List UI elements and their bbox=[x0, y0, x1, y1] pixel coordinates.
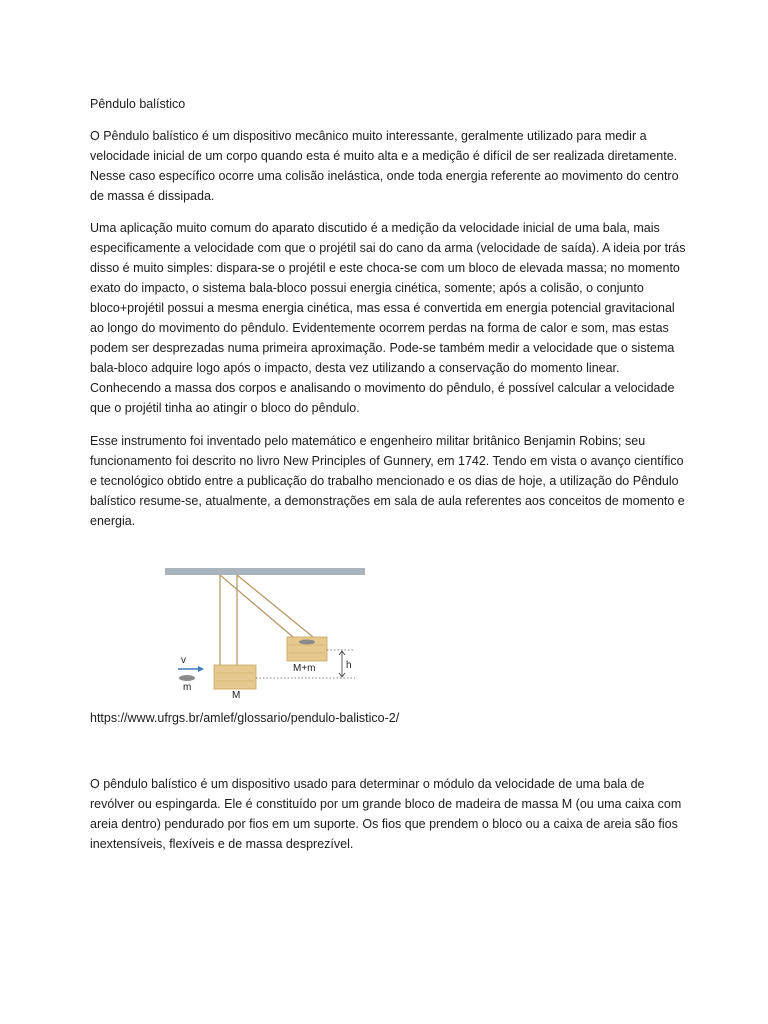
label-M-plus-m: M+m bbox=[293, 663, 316, 674]
paragraph-history: Esse instrumento foi inventado pelo matemático e engenheiro militar britânico Benjamin Robins; seu funcionamento foi descrito no livro New Principles of Gunnery, em 1742. Tendo em vista o avanço científico e tecnológico obtido entre a publicação do trabalho mencionado e os dias de hoje, a utilização do Pêndulo balístico resume-se, atualmente, a demonstrações em sala de aula referentes aos conceitos de momento e energia. bbox=[90, 434, 685, 528]
paragraph-application: Uma aplicação muito comum do aparato discutido é a medição da velocidade inicial de uma bala, mais especificamente a velocidade com que o projétil sai do cano da arma (velocidade de saída). A ideia por trás disso é muito simples: dispara-se o projétil e este choca-se com um bloco de elevada massa; no momento exato do impacto, o sistema bala-bloco possui energia cinética, somente; após a colisão, o conjunto bloco+projétil possui a mesma energia cinética, mas essa é convertida em energia potencial gravitacional ao longo do movimento do pêndulo. Evidentemente ocorrem perdas na forma de calor e som, mas estas podem ser desprezadas numa primeira aproximação. Pode-se também medir a velocidade que o sistema bala-bloco adquire logo após o impacto, desta vez utilizando a conservação do momento linear. Conhecendo a massa dos corpos e analisando o movimento do pêndulo, é possível calcular a velocidade que o projétil tinha ao atingir o bloco do pêndulo. bbox=[90, 221, 686, 415]
label-v: v bbox=[181, 655, 186, 666]
rest-block bbox=[214, 665, 256, 689]
paragraph-closing: O pêndulo balístico é um dispositivo usado para determinar o módulo da velocidade de uma bala de revólver ou espingarda. Ele é constituído por um grande bloco de madeira de massa M (ou uma caixa com areia dentro) pendurado por fios em um suporte. Os fios que prendem o bloco ou a caixa de areia são fios inextensíveis, flexíveis e de massa desprezível. bbox=[90, 777, 682, 851]
ballistic-pendulum-diagram bbox=[165, 565, 365, 705]
string-raised-left bbox=[220, 575, 293, 637]
document-title: Pêndulo balístico bbox=[90, 97, 186, 111]
raised-block bbox=[287, 637, 327, 661]
label-M: M bbox=[232, 690, 241, 701]
ceiling-support bbox=[165, 568, 365, 575]
string-raised-right bbox=[237, 575, 313, 637]
paragraph-intro: O Pêndulo balístico é um dispositivo mecânico muito interessante, geralmente utilizado para medir a velocidade inicial de um corpo quando esta é muito alta e a medição é difícil de ser realizada diretamente. Nesse caso específico ocorre uma colisão inelástica, onde toda energia referente ao movimento do centro de massa é dissipada. bbox=[90, 129, 679, 203]
embedded-bullet bbox=[299, 640, 315, 645]
pendulum-svg bbox=[165, 565, 365, 705]
source-url[interactable]: https://www.ufrgs.br/amlef/glossario/pendulo-balistico-2/ bbox=[90, 711, 400, 725]
bullet-icon bbox=[179, 675, 195, 681]
label-m: m bbox=[183, 682, 192, 693]
label-h: h bbox=[346, 660, 352, 671]
